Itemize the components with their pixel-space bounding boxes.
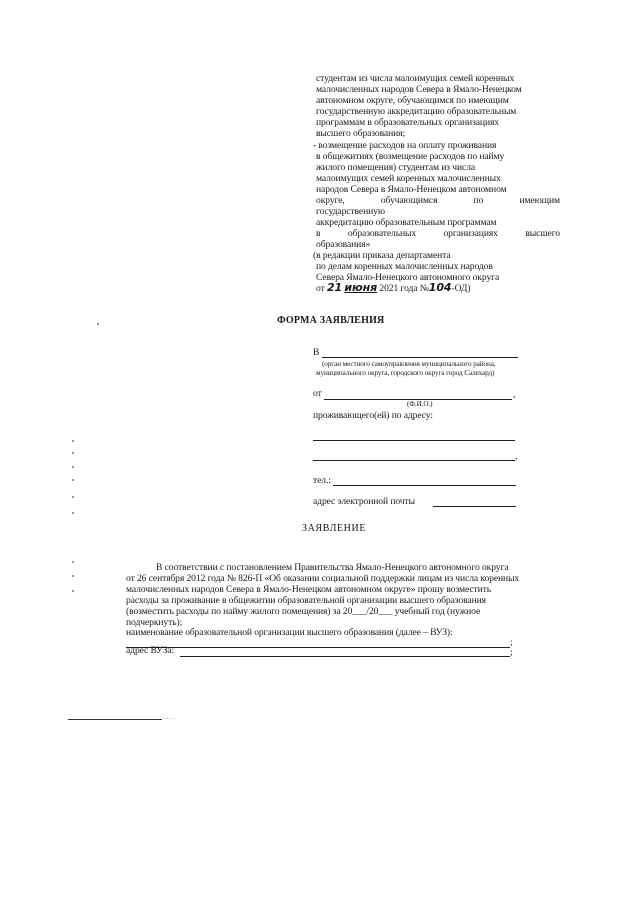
header-line: высшего образования;	[316, 128, 406, 139]
word: организациях	[443, 228, 498, 239]
word: имеющим	[519, 195, 560, 206]
address-comma: ,	[515, 451, 518, 462]
authority-caption: муниципального округа, городского округа город Салехард)	[316, 369, 495, 377]
to-label: В	[313, 347, 320, 358]
body-line: В соответствии с постановлением Правительства Ямало-Ненецкого автономного округа	[156, 562, 509, 573]
header-line: программам в образовательных организациях	[316, 117, 499, 128]
order-number-handwritten: 104	[428, 281, 452, 294]
footnote-dots: . . . .	[163, 713, 176, 721]
university-address-label: адрес ВУЗа:	[126, 645, 175, 656]
order-date-line	[316, 282, 470, 294]
order-suffix: -ОД)	[451, 283, 471, 294]
word: в	[316, 228, 321, 239]
margin-mark	[72, 512, 74, 514]
header-line: государственную аккредитацию образовательным	[316, 106, 517, 117]
fio-caption: (Ф.И.О.)	[407, 400, 433, 408]
body-line: малочисленных народов Севера в Ямало-Ненецком автономном округе» прошу возместить	[126, 584, 492, 595]
header-line: жилого помещения) студентам из числа	[316, 162, 476, 173]
residing-label: проживающего(ей) по адресу:	[313, 410, 433, 421]
word: по	[473, 195, 484, 206]
body-line: подчеркнуть);	[126, 617, 183, 628]
word: образовательных	[347, 228, 417, 239]
order-day-handwritten: 21	[326, 281, 343, 294]
body-line: наименование образовательной организации высшего образования (далее – ВУЗ):	[126, 627, 453, 638]
header-line: автономном округе, обучающимся по имеющим	[316, 95, 509, 106]
body-line: расходы за проживание в общежитии образовательной организации высшего образования	[126, 595, 486, 606]
header-line: по делам коренных малочисленных народов	[316, 261, 493, 272]
address-line-2[interactable]	[313, 460, 515, 461]
header-line: малоимущих семей коренных малочисленных	[316, 173, 501, 184]
margin-mark	[72, 479, 74, 481]
email-field[interactable]	[433, 506, 516, 507]
header-line: - возмещение расходов на оплату проживания	[313, 140, 497, 151]
margin-mark	[72, 575, 74, 577]
line-semicolon: ;	[510, 637, 513, 648]
header-justified-line	[316, 195, 560, 206]
margin-mark	[97, 323, 99, 325]
margin-mark	[72, 452, 74, 454]
email-label: адрес электронной почты	[313, 496, 415, 507]
margin-mark	[72, 466, 74, 468]
header-line: народов Севера в Ямало-Ненецком автономном	[316, 184, 507, 195]
margin-mark	[72, 561, 74, 563]
from-comma: ,	[513, 389, 516, 400]
authority-field[interactable]	[322, 357, 518, 358]
statement-title: ЗАЯВЛЕНИЕ	[302, 523, 367, 534]
phone-label: тел.:	[313, 475, 331, 486]
order-year-text: 2021 года №	[379, 283, 429, 294]
word: обучающимся	[380, 195, 438, 206]
footnote-separator	[68, 719, 162, 720]
header-justified-line	[316, 228, 560, 239]
form-title: ФОРМА ЗАЯВЛЕНИЯ	[277, 315, 385, 326]
body-line: от 26 сентября 2012 года № 826-П «Об оказании социальной поддержки лицам из числа коренных	[126, 573, 520, 584]
word: высшего	[525, 228, 560, 239]
header-line: образования»	[316, 239, 371, 250]
header-line: малочисленных народов Севера в Ямало-Ненецком	[316, 84, 522, 95]
header-line: студентам из числа малоимущих семей коренных	[316, 73, 515, 84]
address-line-1[interactable]	[313, 440, 515, 441]
margin-mark	[72, 440, 74, 442]
university-address-field[interactable]	[180, 656, 510, 657]
from-label: от	[313, 388, 322, 399]
word: округе,	[316, 195, 345, 206]
body-line: (возместить расходы по найму жилого помещения) за 20___/20___ учебный год (нужное	[126, 606, 481, 617]
order-month-handwritten: июня	[344, 281, 378, 294]
header-line: (в редакции приказа департамента	[313, 250, 451, 261]
header-line: аккредитацию образовательным программам	[316, 217, 497, 228]
header-line: в общежитиях (возмещение расходов по найму	[316, 151, 505, 162]
header-line: государственную	[316, 206, 385, 217]
phone-field[interactable]	[333, 485, 516, 486]
margin-mark	[72, 496, 74, 498]
university-name-field[interactable]	[126, 647, 510, 648]
header-line: Севера Ямало-Ненецкого автономного округа	[316, 272, 500, 283]
vuz-semicolon: ;	[510, 647, 513, 658]
order-prefix: от	[316, 283, 325, 294]
margin-mark	[72, 590, 74, 592]
authority-caption: (орган местного самоуправления муниципального района,	[322, 360, 496, 368]
